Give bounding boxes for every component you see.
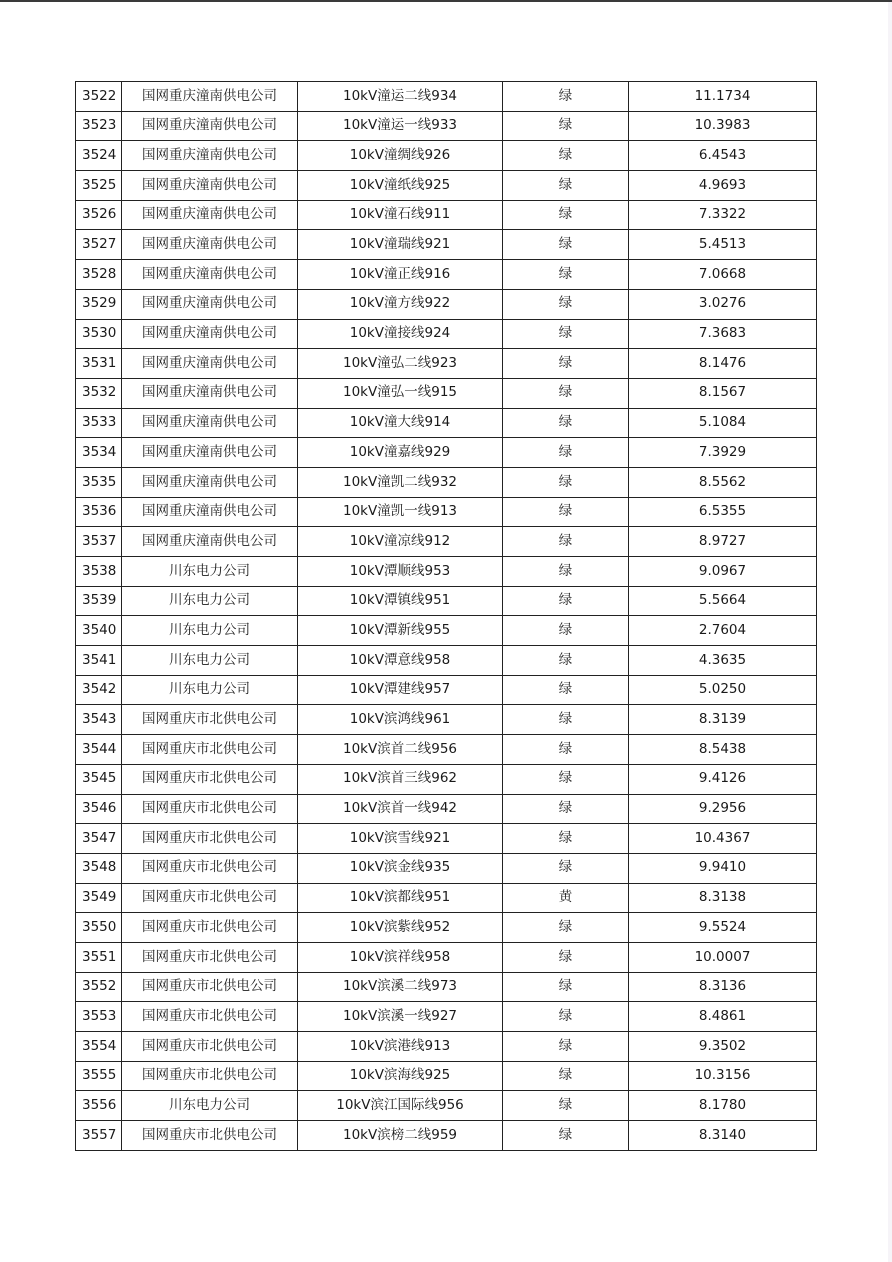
row-index-cell: 3551 — [76, 942, 122, 972]
company-cell: 国网重庆潼南供电公司 — [122, 111, 298, 141]
status-cell: 绿 — [503, 794, 629, 824]
status-cell: 绿 — [503, 942, 629, 972]
line-name-cell: 10kV滨海线925 — [298, 1061, 503, 1091]
status-cell: 绿 — [503, 408, 629, 438]
status-cell: 绿 — [503, 319, 629, 349]
table-row — [76, 586, 817, 616]
company-cell: 国网重庆市北供电公司 — [122, 735, 298, 765]
row-index-cell: 3544 — [76, 735, 122, 765]
table-row — [76, 824, 817, 854]
row-index-cell: 3547 — [76, 824, 122, 854]
row-index-cell: 3535 — [76, 467, 122, 497]
row-index-cell: 3525 — [76, 171, 122, 201]
status-cell: 黄 — [503, 883, 629, 913]
company-cell: 国网重庆潼南供电公司 — [122, 200, 298, 230]
company-cell: 国网重庆市北供电公司 — [122, 942, 298, 972]
line-name-cell: 10kV潼凯一线913 — [298, 497, 503, 527]
line-name-cell: 10kV潼石线911 — [298, 200, 503, 230]
page-right-edge — [888, 2, 892, 1262]
status-cell: 绿 — [503, 1032, 629, 1062]
line-name-cell: 10kV滨榜二线959 — [298, 1121, 503, 1151]
table-row — [76, 913, 817, 943]
line-name-cell: 10kV潼嘉线929 — [298, 438, 503, 468]
table-row — [76, 616, 817, 646]
value-cell: 10.3983 — [629, 111, 817, 141]
company-cell: 川东电力公司 — [122, 557, 298, 587]
value-cell: 9.3502 — [629, 1032, 817, 1062]
status-cell: 绿 — [503, 824, 629, 854]
row-index-cell: 3538 — [76, 557, 122, 587]
table-row — [76, 289, 817, 319]
line-name-cell: 10kV滨雪线921 — [298, 824, 503, 854]
row-index-cell: 3539 — [76, 586, 122, 616]
row-index-cell: 3556 — [76, 1091, 122, 1121]
status-cell: 绿 — [503, 111, 629, 141]
value-cell: 10.3156 — [629, 1061, 817, 1091]
status-cell: 绿 — [503, 646, 629, 676]
row-index-cell: 3523 — [76, 111, 122, 141]
table-row — [76, 230, 817, 260]
row-index-cell: 3545 — [76, 764, 122, 794]
row-index-cell: 3537 — [76, 527, 122, 557]
table-row — [76, 557, 817, 587]
company-cell: 国网重庆市北供电公司 — [122, 764, 298, 794]
line-name-cell: 10kV滨江国际线956 — [298, 1091, 503, 1121]
line-name-cell: 10kV滨鸿线961 — [298, 705, 503, 735]
value-cell: 10.4367 — [629, 824, 817, 854]
company-cell: 国网重庆潼南供电公司 — [122, 82, 298, 112]
status-cell: 绿 — [503, 527, 629, 557]
value-cell: 8.1567 — [629, 378, 817, 408]
status-cell: 绿 — [503, 675, 629, 705]
line-name-cell: 10kV潼瑞线921 — [298, 230, 503, 260]
status-cell: 绿 — [503, 171, 629, 201]
value-cell: 7.3322 — [629, 200, 817, 230]
table-row — [76, 735, 817, 765]
company-cell: 国网重庆市北供电公司 — [122, 1002, 298, 1032]
row-index-cell: 3557 — [76, 1121, 122, 1151]
table-row — [76, 646, 817, 676]
status-cell: 绿 — [503, 260, 629, 290]
company-cell: 川东电力公司 — [122, 646, 298, 676]
row-index-cell: 3534 — [76, 438, 122, 468]
value-cell: 11.1734 — [629, 82, 817, 112]
table-row — [76, 1032, 817, 1062]
table-row — [76, 972, 817, 1002]
value-cell: 6.4543 — [629, 141, 817, 171]
company-cell: 国网重庆市北供电公司 — [122, 824, 298, 854]
value-cell: 8.5562 — [629, 467, 817, 497]
table-row — [76, 764, 817, 794]
line-name-cell: 10kV潼弘二线923 — [298, 349, 503, 379]
company-cell: 国网重庆市北供电公司 — [122, 883, 298, 913]
table-row — [76, 260, 817, 290]
value-cell: 8.1780 — [629, 1091, 817, 1121]
line-name-cell: 10kV滨首二线956 — [298, 735, 503, 765]
line-name-cell: 10kV潼纸线925 — [298, 171, 503, 201]
row-index-cell: 3541 — [76, 646, 122, 676]
table-body — [76, 82, 817, 1151]
distribution-line-table — [75, 81, 817, 1151]
status-cell: 绿 — [503, 141, 629, 171]
table-row — [76, 794, 817, 824]
value-cell: 4.9693 — [629, 171, 817, 201]
status-cell: 绿 — [503, 972, 629, 1002]
line-name-cell: 10kV滨金线935 — [298, 853, 503, 883]
value-cell: 9.5524 — [629, 913, 817, 943]
line-name-cell: 10kV潼绸线926 — [298, 141, 503, 171]
row-index-cell: 3532 — [76, 378, 122, 408]
status-cell: 绿 — [503, 200, 629, 230]
line-name-cell: 10kV滨港线913 — [298, 1032, 503, 1062]
status-cell: 绿 — [503, 1002, 629, 1032]
company-cell: 国网重庆潼南供电公司 — [122, 289, 298, 319]
status-cell: 绿 — [503, 289, 629, 319]
value-cell: 9.2956 — [629, 794, 817, 824]
line-name-cell: 10kV潭意线958 — [298, 646, 503, 676]
line-name-cell: 10kV潼凉线912 — [298, 527, 503, 557]
table-row — [76, 1121, 817, 1151]
line-name-cell: 10kV潭新线955 — [298, 616, 503, 646]
row-index-cell: 3522 — [76, 82, 122, 112]
status-cell: 绿 — [503, 735, 629, 765]
line-name-cell: 10kV潼正线916 — [298, 260, 503, 290]
table-row — [76, 171, 817, 201]
status-cell: 绿 — [503, 913, 629, 943]
status-cell: 绿 — [503, 705, 629, 735]
line-name-cell: 10kV潭建线957 — [298, 675, 503, 705]
table-row — [76, 467, 817, 497]
table-row — [76, 942, 817, 972]
value-cell: 5.4513 — [629, 230, 817, 260]
value-cell: 7.3929 — [629, 438, 817, 468]
status-cell: 绿 — [503, 1061, 629, 1091]
value-cell: 10.0007 — [629, 942, 817, 972]
company-cell: 国网重庆潼南供电公司 — [122, 260, 298, 290]
table-row — [76, 438, 817, 468]
table-row — [76, 1061, 817, 1091]
value-cell: 8.4861 — [629, 1002, 817, 1032]
company-cell: 国网重庆市北供电公司 — [122, 853, 298, 883]
value-cell: 8.3140 — [629, 1121, 817, 1151]
table-row — [76, 349, 817, 379]
company-cell: 国网重庆潼南供电公司 — [122, 527, 298, 557]
line-name-cell: 10kV滨祥线958 — [298, 942, 503, 972]
company-cell: 川东电力公司 — [122, 586, 298, 616]
line-name-cell: 10kV潼运二线934 — [298, 82, 503, 112]
company-cell: 国网重庆市北供电公司 — [122, 1121, 298, 1151]
row-index-cell: 3536 — [76, 497, 122, 527]
company-cell: 国网重庆市北供电公司 — [122, 1061, 298, 1091]
status-cell: 绿 — [503, 349, 629, 379]
value-cell: 6.5355 — [629, 497, 817, 527]
line-name-cell: 10kV潼凯二线932 — [298, 467, 503, 497]
status-cell: 绿 — [503, 497, 629, 527]
company-cell: 国网重庆市北供电公司 — [122, 794, 298, 824]
value-cell: 8.5438 — [629, 735, 817, 765]
value-cell: 8.9727 — [629, 527, 817, 557]
status-cell: 绿 — [503, 438, 629, 468]
status-cell: 绿 — [503, 764, 629, 794]
value-cell: 7.3683 — [629, 319, 817, 349]
line-name-cell: 10kV滨溪二线973 — [298, 972, 503, 1002]
row-index-cell: 3552 — [76, 972, 122, 1002]
value-cell: 9.9410 — [629, 853, 817, 883]
company-cell: 国网重庆市北供电公司 — [122, 705, 298, 735]
row-index-cell: 3529 — [76, 289, 122, 319]
row-index-cell: 3528 — [76, 260, 122, 290]
table-row — [76, 1002, 817, 1032]
line-name-cell: 10kV滨首一线942 — [298, 794, 503, 824]
row-index-cell: 3555 — [76, 1061, 122, 1091]
status-cell: 绿 — [503, 467, 629, 497]
value-cell: 9.0967 — [629, 557, 817, 587]
company-cell: 国网重庆潼南供电公司 — [122, 349, 298, 379]
table-row — [76, 200, 817, 230]
status-cell: 绿 — [503, 378, 629, 408]
value-cell: 7.0668 — [629, 260, 817, 290]
company-cell: 国网重庆市北供电公司 — [122, 913, 298, 943]
company-cell: 国网重庆市北供电公司 — [122, 972, 298, 1002]
status-cell: 绿 — [503, 616, 629, 646]
row-index-cell: 3542 — [76, 675, 122, 705]
row-index-cell: 3548 — [76, 853, 122, 883]
table-row — [76, 497, 817, 527]
line-name-cell: 10kV滨都线951 — [298, 883, 503, 913]
table-row — [76, 853, 817, 883]
row-index-cell: 3546 — [76, 794, 122, 824]
table-row — [76, 1091, 817, 1121]
line-name-cell: 10kV潼运一线933 — [298, 111, 503, 141]
company-cell: 国网重庆潼南供电公司 — [122, 467, 298, 497]
table-row — [76, 111, 817, 141]
value-cell: 2.7604 — [629, 616, 817, 646]
company-cell: 国网重庆潼南供电公司 — [122, 408, 298, 438]
row-index-cell: 3531 — [76, 349, 122, 379]
company-cell: 国网重庆潼南供电公司 — [122, 497, 298, 527]
row-index-cell: 3530 — [76, 319, 122, 349]
company-cell: 国网重庆潼南供电公司 — [122, 378, 298, 408]
table-row — [76, 883, 817, 913]
table-row — [76, 378, 817, 408]
value-cell: 9.4126 — [629, 764, 817, 794]
line-name-cell: 10kV潭镇线951 — [298, 586, 503, 616]
row-index-cell: 3554 — [76, 1032, 122, 1062]
table-row — [76, 82, 817, 112]
status-cell: 绿 — [503, 853, 629, 883]
company-cell: 国网重庆潼南供电公司 — [122, 141, 298, 171]
line-name-cell: 10kV潼接线924 — [298, 319, 503, 349]
value-cell: 3.0276 — [629, 289, 817, 319]
row-index-cell: 3550 — [76, 913, 122, 943]
value-cell: 8.3139 — [629, 705, 817, 735]
row-index-cell: 3526 — [76, 200, 122, 230]
status-cell: 绿 — [503, 1091, 629, 1121]
value-cell: 4.3635 — [629, 646, 817, 676]
company-cell: 国网重庆潼南供电公司 — [122, 230, 298, 260]
company-cell: 国网重庆潼南供电公司 — [122, 438, 298, 468]
status-cell: 绿 — [503, 1121, 629, 1151]
row-index-cell: 3549 — [76, 883, 122, 913]
line-name-cell: 10kV潭顺线953 — [298, 557, 503, 587]
row-index-cell: 3524 — [76, 141, 122, 171]
status-cell: 绿 — [503, 557, 629, 587]
value-cell: 8.3136 — [629, 972, 817, 1002]
line-name-cell: 10kV潼弘一线915 — [298, 378, 503, 408]
table-row — [76, 408, 817, 438]
line-name-cell: 10kV滨首三线962 — [298, 764, 503, 794]
value-cell: 8.3138 — [629, 883, 817, 913]
page-top-rule — [0, 0, 892, 2]
company-cell: 国网重庆潼南供电公司 — [122, 171, 298, 201]
line-name-cell: 10kV滨溪一线927 — [298, 1002, 503, 1032]
table-row — [76, 705, 817, 735]
value-cell: 8.1476 — [629, 349, 817, 379]
company-cell: 国网重庆市北供电公司 — [122, 1032, 298, 1062]
status-cell: 绿 — [503, 586, 629, 616]
value-cell: 5.0250 — [629, 675, 817, 705]
row-index-cell: 3533 — [76, 408, 122, 438]
company-cell: 川东电力公司 — [122, 616, 298, 646]
line-name-cell: 10kV滨紫线952 — [298, 913, 503, 943]
row-index-cell: 3540 — [76, 616, 122, 646]
line-name-cell: 10kV潼大线914 — [298, 408, 503, 438]
status-cell: 绿 — [503, 82, 629, 112]
company-cell: 川东电力公司 — [122, 1091, 298, 1121]
company-cell: 川东电力公司 — [122, 675, 298, 705]
status-cell: 绿 — [503, 230, 629, 260]
row-index-cell: 3527 — [76, 230, 122, 260]
row-index-cell: 3543 — [76, 705, 122, 735]
table-row — [76, 319, 817, 349]
value-cell: 5.1084 — [629, 408, 817, 438]
table-row — [76, 527, 817, 557]
company-cell: 国网重庆潼南供电公司 — [122, 319, 298, 349]
table-row — [76, 675, 817, 705]
line-name-cell: 10kV潼方线922 — [298, 289, 503, 319]
table-row — [76, 141, 817, 171]
value-cell: 5.5664 — [629, 586, 817, 616]
row-index-cell: 3553 — [76, 1002, 122, 1032]
